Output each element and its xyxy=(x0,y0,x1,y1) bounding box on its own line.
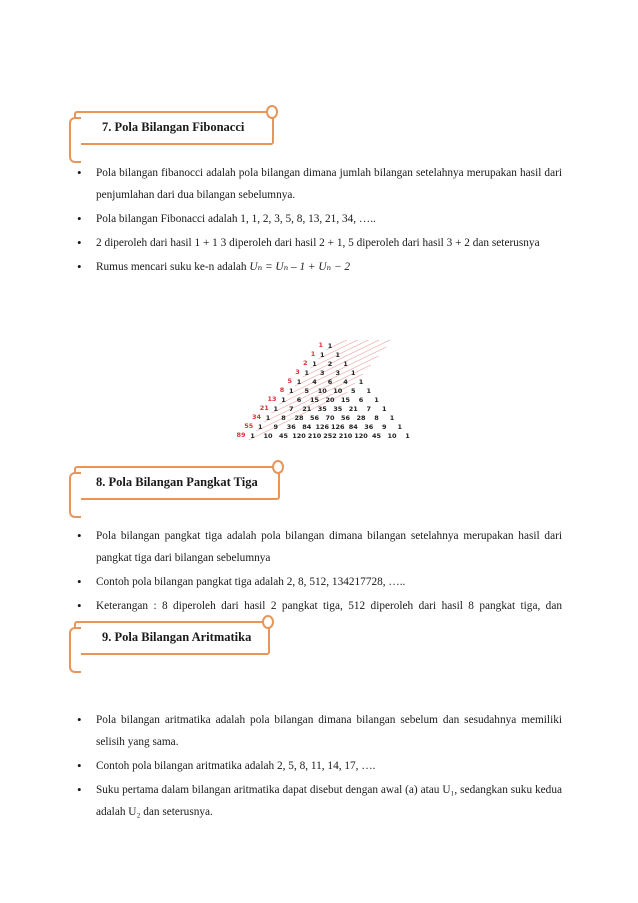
triangle-number: 5 xyxy=(304,387,310,395)
triangle-number: 1 xyxy=(381,405,387,413)
fibonacci-number: 5 xyxy=(287,377,292,385)
formula-expression: Uₙ = Uₙ – 1 + Uₙ − 2 xyxy=(249,261,351,273)
triangle-number: 6 xyxy=(296,396,302,404)
triangle-number: 56 xyxy=(309,414,320,422)
fibonacci-number: 34 xyxy=(251,413,261,421)
triangle-number: 20 xyxy=(325,396,335,404)
list-item: • Contoh pola bilangan aritmatika adalah 2, 5, 8, 11, 14, 17, …. xyxy=(96,755,562,777)
banner-curl-left xyxy=(69,117,81,163)
triangle-number: 9 xyxy=(273,423,279,431)
section-9-banner xyxy=(74,621,270,655)
triangle-number: 36 xyxy=(364,423,374,431)
list-item: • Keterangan : 8 diperoleh dari hasil 2 pangkat tiga, 512 diperoleh dari hasil 8 pangkat tiga, dan xyxy=(96,595,562,639)
triangle-number: 126 xyxy=(315,423,330,431)
fibonacci-number: 1 xyxy=(310,350,316,358)
triangle-number: 56 xyxy=(340,414,351,422)
fibonacci-number: 21 xyxy=(259,404,269,412)
list-item: • 2 diperoleh dari hasil 1 + 1 3 diperoleh dari hasil 2 + 1, 5 diperoleh dari hasil 3 + 2 dan seterusnya xyxy=(96,232,562,254)
section-8-heading: 8. Pola Bilangan Pangkat Tiga xyxy=(96,475,258,489)
triangle-number: 84 xyxy=(348,423,358,431)
triangle-number: 8 xyxy=(374,414,379,422)
triangle-number: 6 xyxy=(358,396,364,404)
triangle-number: 1 xyxy=(350,369,356,377)
triangle-number: 1 xyxy=(265,414,271,422)
banner-curl-right xyxy=(266,105,278,119)
triangle-number: 210 xyxy=(338,432,353,440)
triangle-number: 3 xyxy=(319,369,325,377)
triangle-number: 1 xyxy=(327,342,333,350)
triangle-number: 15 xyxy=(309,396,320,404)
triangle-number: 1 xyxy=(273,405,279,413)
triangle-number: 28 xyxy=(356,414,366,422)
triangle-number: 1 xyxy=(389,414,395,422)
triangle-number: 1 xyxy=(397,423,403,431)
triangle-number: 1 xyxy=(358,378,364,386)
triangle-number: 126 xyxy=(330,423,345,431)
triangle-number: 1 xyxy=(312,360,317,368)
triangle-number: 1 xyxy=(405,432,410,440)
triangle-number: 1 xyxy=(319,351,325,359)
list-item: • Contoh pola bilangan pangkat tiga adalah 2, 8, 512, 134217728, ….. xyxy=(96,571,562,593)
triangle-number: 1 xyxy=(366,387,372,395)
triangle-number: 8 xyxy=(281,414,286,422)
triangle-number: 1 xyxy=(374,396,379,404)
triangle-number: 10 xyxy=(263,432,273,440)
banner-curl-right xyxy=(272,460,284,474)
triangle-number: 1 xyxy=(335,351,341,359)
triangle-number: 7 xyxy=(366,405,372,413)
triangle-number: 45 xyxy=(278,432,289,440)
triangle-number: 1 xyxy=(343,360,348,368)
section-7-heading: 7. Pola Bilangan Fibonacci xyxy=(102,120,245,134)
list-item: • Pola bilangan pangkat tiga adalah pola bilangan dimana bilangan setelahnya merupakan hasil dari pangkat tiga dari bilangan sebelumnya xyxy=(96,525,562,569)
triangle-number: 28 xyxy=(294,414,304,422)
triangle-number: 5 xyxy=(350,387,356,395)
fibonacci-number: 1 xyxy=(318,341,323,349)
banner-curl-left xyxy=(69,472,81,518)
triangle-number: 7 xyxy=(288,405,294,413)
triangle-number: 35 xyxy=(317,405,327,413)
fibonacci-number: 2 xyxy=(302,359,308,367)
triangle-number: 4 xyxy=(312,378,317,386)
fibonacci-number: 89 xyxy=(236,431,246,439)
fibonacci-number: 13 xyxy=(267,395,277,403)
triangle-number: 1 xyxy=(288,387,294,395)
triangle-number: 35 xyxy=(333,405,343,413)
section-8-banner xyxy=(74,466,280,500)
triangle-number: 1 xyxy=(304,369,310,377)
triangle-number: 6 xyxy=(327,378,333,386)
section-7-list xyxy=(96,162,562,280)
triangle-number: 10 xyxy=(317,387,327,395)
fibonacci-number: 55 xyxy=(244,422,254,430)
list-item: • Suku pertama dalam bilangan aritmatika dapat disebut dengan awal (a) atau U₁, sedangkan suku kedua adalah U₂ dan seterusnya. xyxy=(96,779,562,823)
triangle-number: 9 xyxy=(381,423,387,431)
triangle-number: 4 xyxy=(343,378,348,386)
section-7-banner xyxy=(74,111,274,145)
list-item xyxy=(96,256,562,278)
triangle-number: 84 xyxy=(302,423,312,431)
diagonal-guide-line xyxy=(311,340,410,368)
banner-curl-left xyxy=(69,627,81,673)
list-item: • Pola bilangan Fibonacci adalah 1, 1, 2, 3, 5, 8, 13, 21, 34, ….. xyxy=(96,208,562,230)
triangle-number: 252 xyxy=(323,432,337,440)
formula-prefix: Rumus mencari suku ke-n adalah xyxy=(96,261,250,273)
list-item: • Pola bilangan aritmatika adalah pola bilangan dimana bilangan sebelum dan sesudahnya memiliki selisih yang sama. xyxy=(96,709,562,753)
triangle-number: 36 xyxy=(286,423,296,431)
triangle-number: 21 xyxy=(348,405,358,413)
triangle-number: 21 xyxy=(302,405,312,413)
triangle-number: 10 xyxy=(387,432,397,440)
list-item: • Pola bilangan fibanocci adalah pola bilangan dimana jumlah bilangan setelahnya merupakan hasil dari penjumlahan dari dua bilangan sebelumnya. xyxy=(96,162,562,206)
fibonacci-number: 3 xyxy=(295,368,300,376)
triangle-number: 15 xyxy=(340,396,351,404)
triangle-number: 2 xyxy=(327,360,333,368)
triangle-number: 120 xyxy=(354,432,368,440)
pascal-fibonacci-triangle-figure xyxy=(218,340,428,446)
triangle-number: 1 xyxy=(296,378,302,386)
triangle-number: 1 xyxy=(250,432,255,440)
section-9-heading: 9. Pola Bilangan Aritmatika xyxy=(102,630,252,644)
triangle-number: 3 xyxy=(335,369,341,377)
triangle-number: 70 xyxy=(325,414,335,422)
triangle-number: 210 xyxy=(307,432,322,440)
banner-curl-right xyxy=(262,615,274,629)
triangle-number: 1 xyxy=(257,423,263,431)
triangle-number: 45 xyxy=(371,432,382,440)
triangle-number: 10 xyxy=(333,387,343,395)
triangle-number: 1 xyxy=(281,396,286,404)
section-9-list xyxy=(96,709,562,825)
fibonacci-number: 8 xyxy=(279,386,285,394)
triangle-number: 120 xyxy=(292,432,306,440)
